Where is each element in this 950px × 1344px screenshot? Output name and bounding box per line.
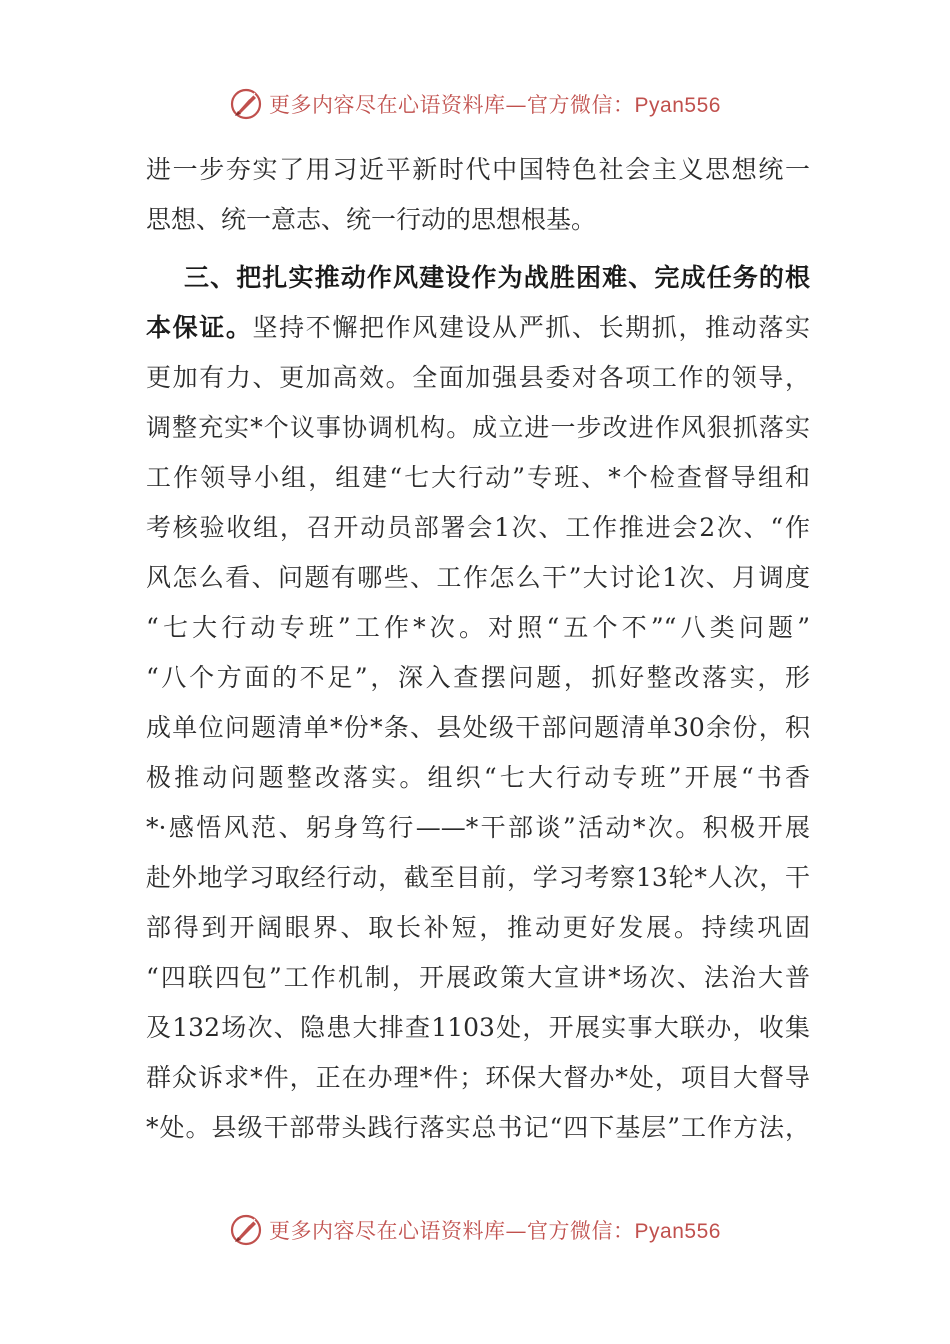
body-line: “四联四包”工作机制，开展政策大宣讲*场次、法治大普	[146, 963, 810, 992]
body-line: 群众诉求*件，正在办理*件；环保大督办*处，项目大督导	[146, 1063, 810, 1092]
body-line: 考核验收组，召开动员部署会1次、工作推进会2次、“作	[146, 513, 810, 542]
quill-logo-icon	[229, 87, 263, 121]
body-line: “七大行动专班”工作*次。对照“五个不”“八类问题”	[146, 613, 810, 642]
body-line: 成单位问题清单*份*条、县处级干部问题清单30余份，积	[146, 713, 810, 742]
header-wechat-id: Pyan556	[634, 94, 721, 117]
body-line-rest: 坚持不懈把作风建设从严抓、长期抓，推动落实	[252, 313, 810, 342]
header-banner	[0, 84, 950, 124]
header-banner-text: 更多内容尽在心语资料库—官方微信：Pyan556	[269, 93, 721, 117]
body-line: 思想、统一意志、统一行动的思想根基。	[146, 205, 597, 234]
body-line: 极推动问题整改落实。组织“七大行动专班”开展“书香	[146, 763, 810, 792]
body-line: 工作领导小组，组建“七大行动”专班、*个检查督导组和	[146, 463, 810, 492]
quill-logo-icon	[229, 1213, 263, 1247]
body-line: 赴外地学习取经行动，截至目前，学习考察13轮*人次，干	[146, 863, 810, 892]
body-line: 进一步夯实了用习近平新时代中国特色社会主义思想统一	[146, 155, 810, 184]
body-line: “八个方面的不足”，深入查摆问题，抓好整改落实，形	[146, 663, 810, 692]
section-3-heading-end: 本保证。	[146, 313, 253, 342]
body-line	[146, 303, 810, 353]
document-body	[146, 145, 810, 1153]
body-line: 风怎么看、问题有哪些、工作怎么干”大讨论1次、月调度	[146, 563, 810, 592]
body-line: 更加有力、更加高效。全面加强县委对各项工作的领导，	[146, 363, 810, 392]
body-line: *·感悟风范、躬身笃行——*干部谈”活动*次。积极开展	[146, 813, 810, 842]
body-line: 部得到开阔眼界、取长补短，推动更好发展。持续巩固	[146, 913, 810, 942]
footer-banner-text: 更多内容尽在心语资料库—官方微信：Pyan556	[269, 1219, 721, 1243]
body-line: 及132场次、隐患大排查1103处，开展实事大联办，收集	[146, 1013, 810, 1042]
footer-banner	[0, 1210, 950, 1250]
section-3-heading: 三、把扎实推动作风建设作为战胜困难、完成任务的根	[184, 263, 810, 292]
footer-wechat-id: Pyan556	[634, 1220, 721, 1243]
body-line: 调整充实*个议事协调机构。成立进一步改进作风狠抓落实	[146, 413, 810, 442]
body-line: *处。县级干部带头践行落实总书记“四下基层”工作方法，	[146, 1113, 810, 1142]
